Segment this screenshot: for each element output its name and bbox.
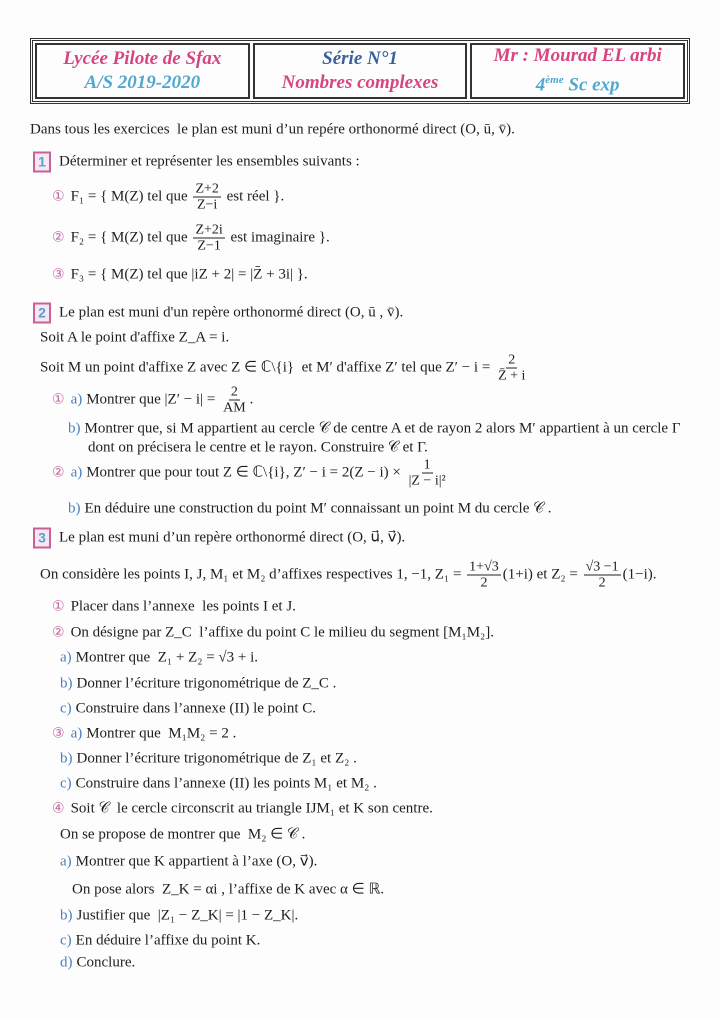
text-line (52, 801, 433, 818)
text: Soit 𝒞 le cercle circonscrit au triangle IJM₁ et K son centre. (70, 800, 433, 817)
text: On pose alors Z_K = αi , l’affixe de K avec α ∈ ℝ. (72, 881, 385, 898)
text-line (68, 501, 552, 518)
header-box (30, 38, 690, 104)
text-line (60, 955, 135, 972)
text: Montrer que Z₁ + Z₂ = √3 + i. (75, 649, 259, 666)
text: Conclure. (76, 954, 136, 971)
fraction (193, 182, 220, 213)
subquestion-label: c) (60, 775, 72, 792)
subquestion-label: a) (70, 464, 83, 481)
text: Construire dans l’annexe (II) les points M₁ et M₂ . (75, 775, 377, 792)
text: Donner l’écriture trigonométrique de Z_C . (76, 675, 337, 692)
text: . (249, 391, 254, 408)
text: Dans tous les exercices le plan est muni d’un repére orthonormé direct (O, ū, v̄). (30, 121, 515, 138)
text: Donner l’écriture trigonométrique de Z₁ et Z₂ . (76, 750, 357, 767)
text: F₁ = { M(Z) tel que (70, 188, 192, 205)
question-number: ③ (52, 267, 65, 283)
text-line (52, 458, 450, 489)
text: dont on précisera le centre et le rayon. Construire 𝒞 et Γ. (88, 439, 428, 456)
text: En déduire l’affixe du point K. (75, 932, 261, 949)
numerator: √3 −1 (585, 559, 619, 575)
text-line (60, 933, 260, 950)
subquestion-label: b) (68, 500, 81, 517)
question-number: ② (52, 625, 65, 641)
text: Montrer que |Z′ − i| = (86, 391, 220, 408)
subquestion-label: b) (68, 420, 81, 437)
text: Placer dans l’annexe les points I et J. (70, 598, 296, 615)
subquestion-label: a) (60, 649, 72, 666)
text: (1+i) et Z₂ = (502, 566, 582, 583)
fraction (584, 560, 621, 591)
text-line (52, 223, 330, 254)
text-line (52, 726, 236, 743)
text-line (52, 267, 308, 284)
text-line (68, 421, 681, 438)
numerator: 1 (423, 457, 431, 473)
header-series-cell (253, 43, 468, 99)
level-superscript: ème (545, 74, 564, 87)
denominator: Z−i (196, 197, 218, 213)
subquestion-label: b) (60, 675, 73, 692)
text: On considère les points I, J, M₁ et M₂ d’affixes respectives 1, −1, Z₁ = (40, 566, 466, 583)
class-level (536, 68, 620, 97)
subquestion-label: d) (60, 954, 73, 971)
fraction (193, 223, 224, 254)
level-name: Sc exp (563, 74, 620, 96)
subquestion-label: c) (60, 700, 72, 717)
text: Construire dans l’annexe (II) le point C. (75, 700, 317, 717)
text: On se propose de montrer que M₂ ∈ 𝒞 . (60, 826, 306, 843)
text: Le plan est muni d'un repère orthonormé direct (O, ū , v̄). (59, 304, 404, 321)
text-line (60, 701, 316, 718)
denominator: 2 (598, 575, 606, 591)
numerator: Z+2 (195, 181, 219, 197)
text-line (40, 330, 229, 347)
exercise-number: 2 (33, 303, 51, 324)
text-line (60, 776, 377, 793)
header-teacher-cell (470, 43, 685, 99)
text: Soit M un point d'affixe Z avec Z ∈ ℂ\{i} et M′ d'affixe Z′ tel que Z′ − i = (40, 359, 495, 376)
series-title: Série N°1 (322, 48, 398, 69)
question-number: ③ (52, 726, 65, 742)
numerator: 1+√3 (469, 559, 499, 575)
text-line (60, 751, 357, 768)
text: est réel }. (222, 188, 285, 205)
question-number: ② (52, 230, 65, 246)
text: En déduire une construction du point M′ connaissant un point M du cercle 𝒞 . (84, 500, 552, 517)
text-line (60, 827, 305, 844)
school-name: Lycée Pilote de Sfax (63, 48, 222, 69)
numerator: 2 (508, 352, 516, 368)
exercise-number: 3 (33, 528, 51, 549)
level-number: 4 (535, 74, 546, 96)
text: Le plan est muni d’un repère orthonormé direct (O, u⃗, v⃗). (59, 529, 406, 546)
teacher-name: Mr : Mourad EL arbi (493, 45, 662, 67)
text: Montrer que, si M appartient au cercle 𝒞 de centre A et de rayon 2 alors M′ appartient à un cercle Γ (84, 420, 681, 437)
text: Montrer que pour tout Z ∈ ℂ\{i}, Z′ − i = 2(Z − i) × (86, 464, 405, 481)
text-line (52, 599, 296, 616)
question-number: ① (52, 392, 65, 408)
subquestion-label: a) (70, 391, 83, 408)
text-line (60, 650, 258, 667)
text: Justifier que |Z₁ − Z_K| = |1 − Z_K|. (76, 907, 299, 924)
question-number: ① (52, 189, 65, 205)
subquestion-label: b) (60, 750, 73, 767)
text-line (33, 152, 360, 173)
fraction (407, 458, 448, 489)
text-line (52, 182, 284, 213)
subquestion-label: c) (60, 932, 72, 949)
text-line (40, 353, 529, 384)
text: (1−i). (622, 566, 657, 583)
subquestion-label: a) (70, 725, 83, 742)
text: Déterminer et représenter les ensembles suivants : (59, 153, 360, 170)
subquestion-label: a) (60, 853, 72, 870)
fraction (496, 353, 527, 384)
text: F₃ = { M(Z) tel que |iZ + 2| = |Z̄ + 3i| }. (70, 266, 308, 283)
text-line (60, 676, 336, 693)
fraction (221, 385, 248, 416)
text-line (33, 303, 403, 324)
text-line (40, 560, 657, 591)
text-line (88, 440, 428, 457)
text: Montrer que M₁M₂ = 2 . (86, 725, 237, 742)
denominator: Z−1 (197, 238, 221, 254)
question-number: ② (52, 465, 65, 481)
denominator: 2 (480, 575, 488, 591)
question-number: ④ (52, 801, 65, 817)
text-line (72, 882, 384, 899)
text: Montrer que K appartient à l’axe (O, v⃗). (75, 853, 318, 870)
text: Soit A le point d'affixe Z_A = i. (40, 329, 230, 346)
text-line (52, 385, 253, 416)
series-topic: Nombres complexes (281, 72, 439, 93)
subquestion-label: b) (60, 907, 73, 924)
numerator: Z+2i (195, 222, 223, 238)
text: On désigne par Z_C l’affixe du point C le milieu du segment [M₁M₂]. (70, 624, 495, 641)
numerator: 2 (230, 384, 238, 400)
header-school-cell (35, 43, 250, 99)
text-line (60, 854, 317, 871)
exercise-number: 1 (33, 152, 51, 173)
text-line (52, 625, 494, 642)
text-line (33, 528, 405, 549)
text-line (30, 122, 515, 139)
text: F₂ = { M(Z) tel que (70, 229, 192, 246)
denominator: AM (223, 400, 246, 416)
denominator: Z̄ + i (498, 368, 526, 384)
text: est imaginaire }. (226, 229, 330, 246)
school-year: A/S 2019-2020 (84, 72, 201, 93)
question-number: ① (52, 599, 65, 615)
text-line (60, 908, 298, 925)
fraction (467, 560, 501, 591)
denominator: |Z − i|² (408, 473, 446, 489)
